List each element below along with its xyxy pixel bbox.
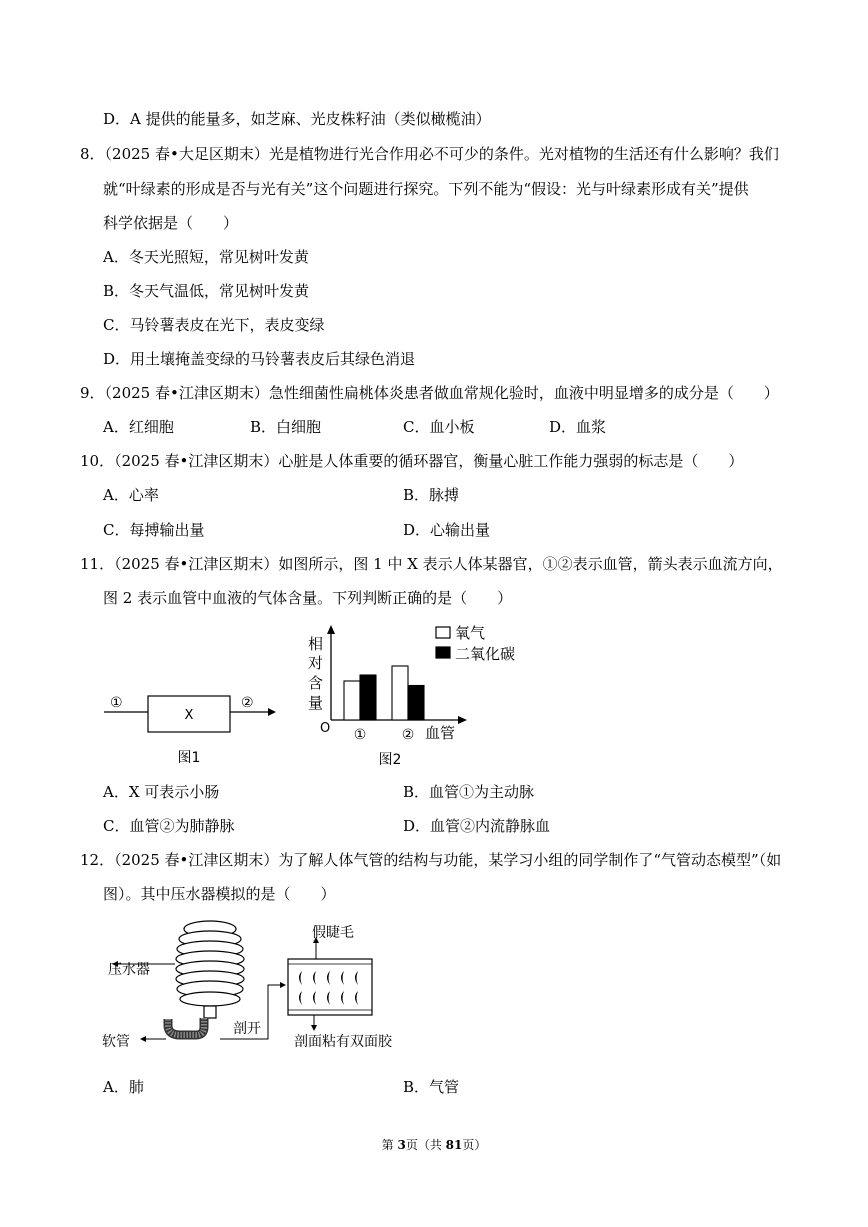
q8-option-c: C．马铃薯表皮在光下，表皮变绿 <box>103 316 325 334</box>
q11-figure2-chart <box>300 618 540 772</box>
q9-stem: 9．（2025 春•江津区期末）急性细菌性扁桃体炎患者做血常规化验时，血液中明显增多的成分是（ ） <box>80 384 779 402</box>
hose-label: 软管 <box>102 1034 130 1050</box>
q10-stem: 10．（2025 春•江津区期末）心脏是人体重要的循环器官，衡量心脏工作能力强弱的标志是（ ） <box>80 452 744 470</box>
cut-open-label: 剖开 <box>233 1021 261 1037</box>
fig2-legend-co2-swatch <box>436 647 450 658</box>
q8-stem-line3: 科学依据是（ ） <box>103 214 239 232</box>
q8-stem-line2: 就“叶绿素的形成是否与光有关”这个问题进行探究。下列不能为“假设：光与叶绿素形成有关”提供 <box>103 180 749 198</box>
fig2-caption: 图2 <box>378 752 402 768</box>
cut-trachea-section <box>288 959 372 1015</box>
q11-figure1 <box>100 680 280 770</box>
glue-label: 剖面粘有双面胶 <box>294 1034 392 1050</box>
fig1-organ-label: X <box>184 708 194 723</box>
q12-option-b: B．气管 <box>403 1078 460 1096</box>
fig2-y-axis-arrowhead <box>327 625 335 634</box>
fig1-vessel1-label: ① <box>110 695 123 711</box>
q8-stem-line1: 8．（2025 春•大足区期末）光是植物进行光合作用必不可少的条件。光对植物的生活还有什么影响？我们 <box>80 145 779 163</box>
q11-option-d: D．血管②内流静脉血 <box>403 817 551 835</box>
q12-stem-line1: 12．（2025 春•江津区期末）为了解人体气管的结构与功能，某学习小组的同学制作了“气管动态模型”（如 <box>80 851 782 869</box>
q10-option-a: A．心率 <box>103 486 159 504</box>
fig2-x-tick-label: ② <box>401 727 415 743</box>
q12-trachea-model-figure <box>100 915 420 1060</box>
q7-option-d: D．A 提供的能量多，如芝麻、光皮株籽油（类似橄榄油） <box>103 110 491 128</box>
q11-option-c: C．血管②为肺静脉 <box>103 817 235 835</box>
water-pump-bellows <box>176 921 244 1018</box>
fig2-origin-label: O <box>320 721 331 736</box>
q11-option-b: B．血管①为主动脉 <box>403 783 535 801</box>
lash-label: 假睫毛 <box>312 925 354 941</box>
q8-option-a: A．冬天光照短，常见树叶发黄 <box>103 248 309 266</box>
fig2-legend-o2-swatch <box>436 627 450 638</box>
q9-option-b: B．白细胞 <box>250 418 322 436</box>
fig2-ylabel-char: 量 <box>308 694 324 712</box>
fig2-legend-o2-label: 氧气 <box>455 624 486 642</box>
q11-option-a: A．X 可表示小肠 <box>103 783 220 801</box>
q8-option-b: B．冬天气温低，常见树叶发黄 <box>103 282 310 300</box>
fig2-bar-co2-2 <box>408 686 424 721</box>
fig2-ylabel-char: 对 <box>308 654 324 672</box>
q12-option-a: A．肺 <box>103 1078 144 1096</box>
current-page-number: 3 <box>397 1138 406 1152</box>
fig2-x-tick-label: ① <box>353 727 367 743</box>
q9-option-c: C．血小板 <box>403 418 475 436</box>
fig2-x-axis-arrowhead <box>458 716 467 724</box>
fig2-ylabel-char: 相 <box>308 635 324 653</box>
fig2-ylabel-char: 含 <box>308 674 324 692</box>
q12-stem-line2: 图）。其中压水器模拟的是（ ） <box>103 885 336 903</box>
q11-stem-line2: 图 2 表示血管中血液的气体含量。下列判断正确的是（ ） <box>103 589 513 607</box>
fig2-x-axis-label: 血管 <box>425 724 456 742</box>
fig2-bar-o2-1 <box>344 681 360 720</box>
q9-option-d: D．血浆 <box>549 418 607 436</box>
q10-option-d: D．心输出量 <box>403 521 491 539</box>
footer-suffix: 页） <box>462 1138 487 1152</box>
pump-label: 压水器 <box>108 962 150 978</box>
q10-option-b: B．脉搏 <box>403 486 460 504</box>
fig1-caption: 图1 <box>177 750 201 766</box>
page-footer <box>0 1136 868 1153</box>
footer-prefix: 第 <box>381 1138 398 1152</box>
footer-middle: 页（共 <box>405 1138 446 1152</box>
fig1-outflow-arrowhead <box>268 708 276 716</box>
fig1-vessel2-label: ② <box>241 695 254 711</box>
q11-stem-line1: 11．（2025 春•江津区期末）如图所示，图 1 中 X 表示人体某器官，①②表示血管，箭头表示血流方向， <box>80 555 783 573</box>
q8-option-d: D．用土壤掩盖变绿的马铃薯表皮后其绿色消退 <box>103 350 416 368</box>
fig2-legend-co2-label: 二氧化碳 <box>455 645 516 663</box>
q10-option-c: C．每搏输出量 <box>103 521 205 539</box>
q9-option-a: A．红细胞 <box>103 418 174 436</box>
fig2-bar-co2-1 <box>360 675 376 720</box>
fig2-bar-o2-2 <box>392 666 408 720</box>
total-pages-number: 81 <box>445 1138 463 1152</box>
